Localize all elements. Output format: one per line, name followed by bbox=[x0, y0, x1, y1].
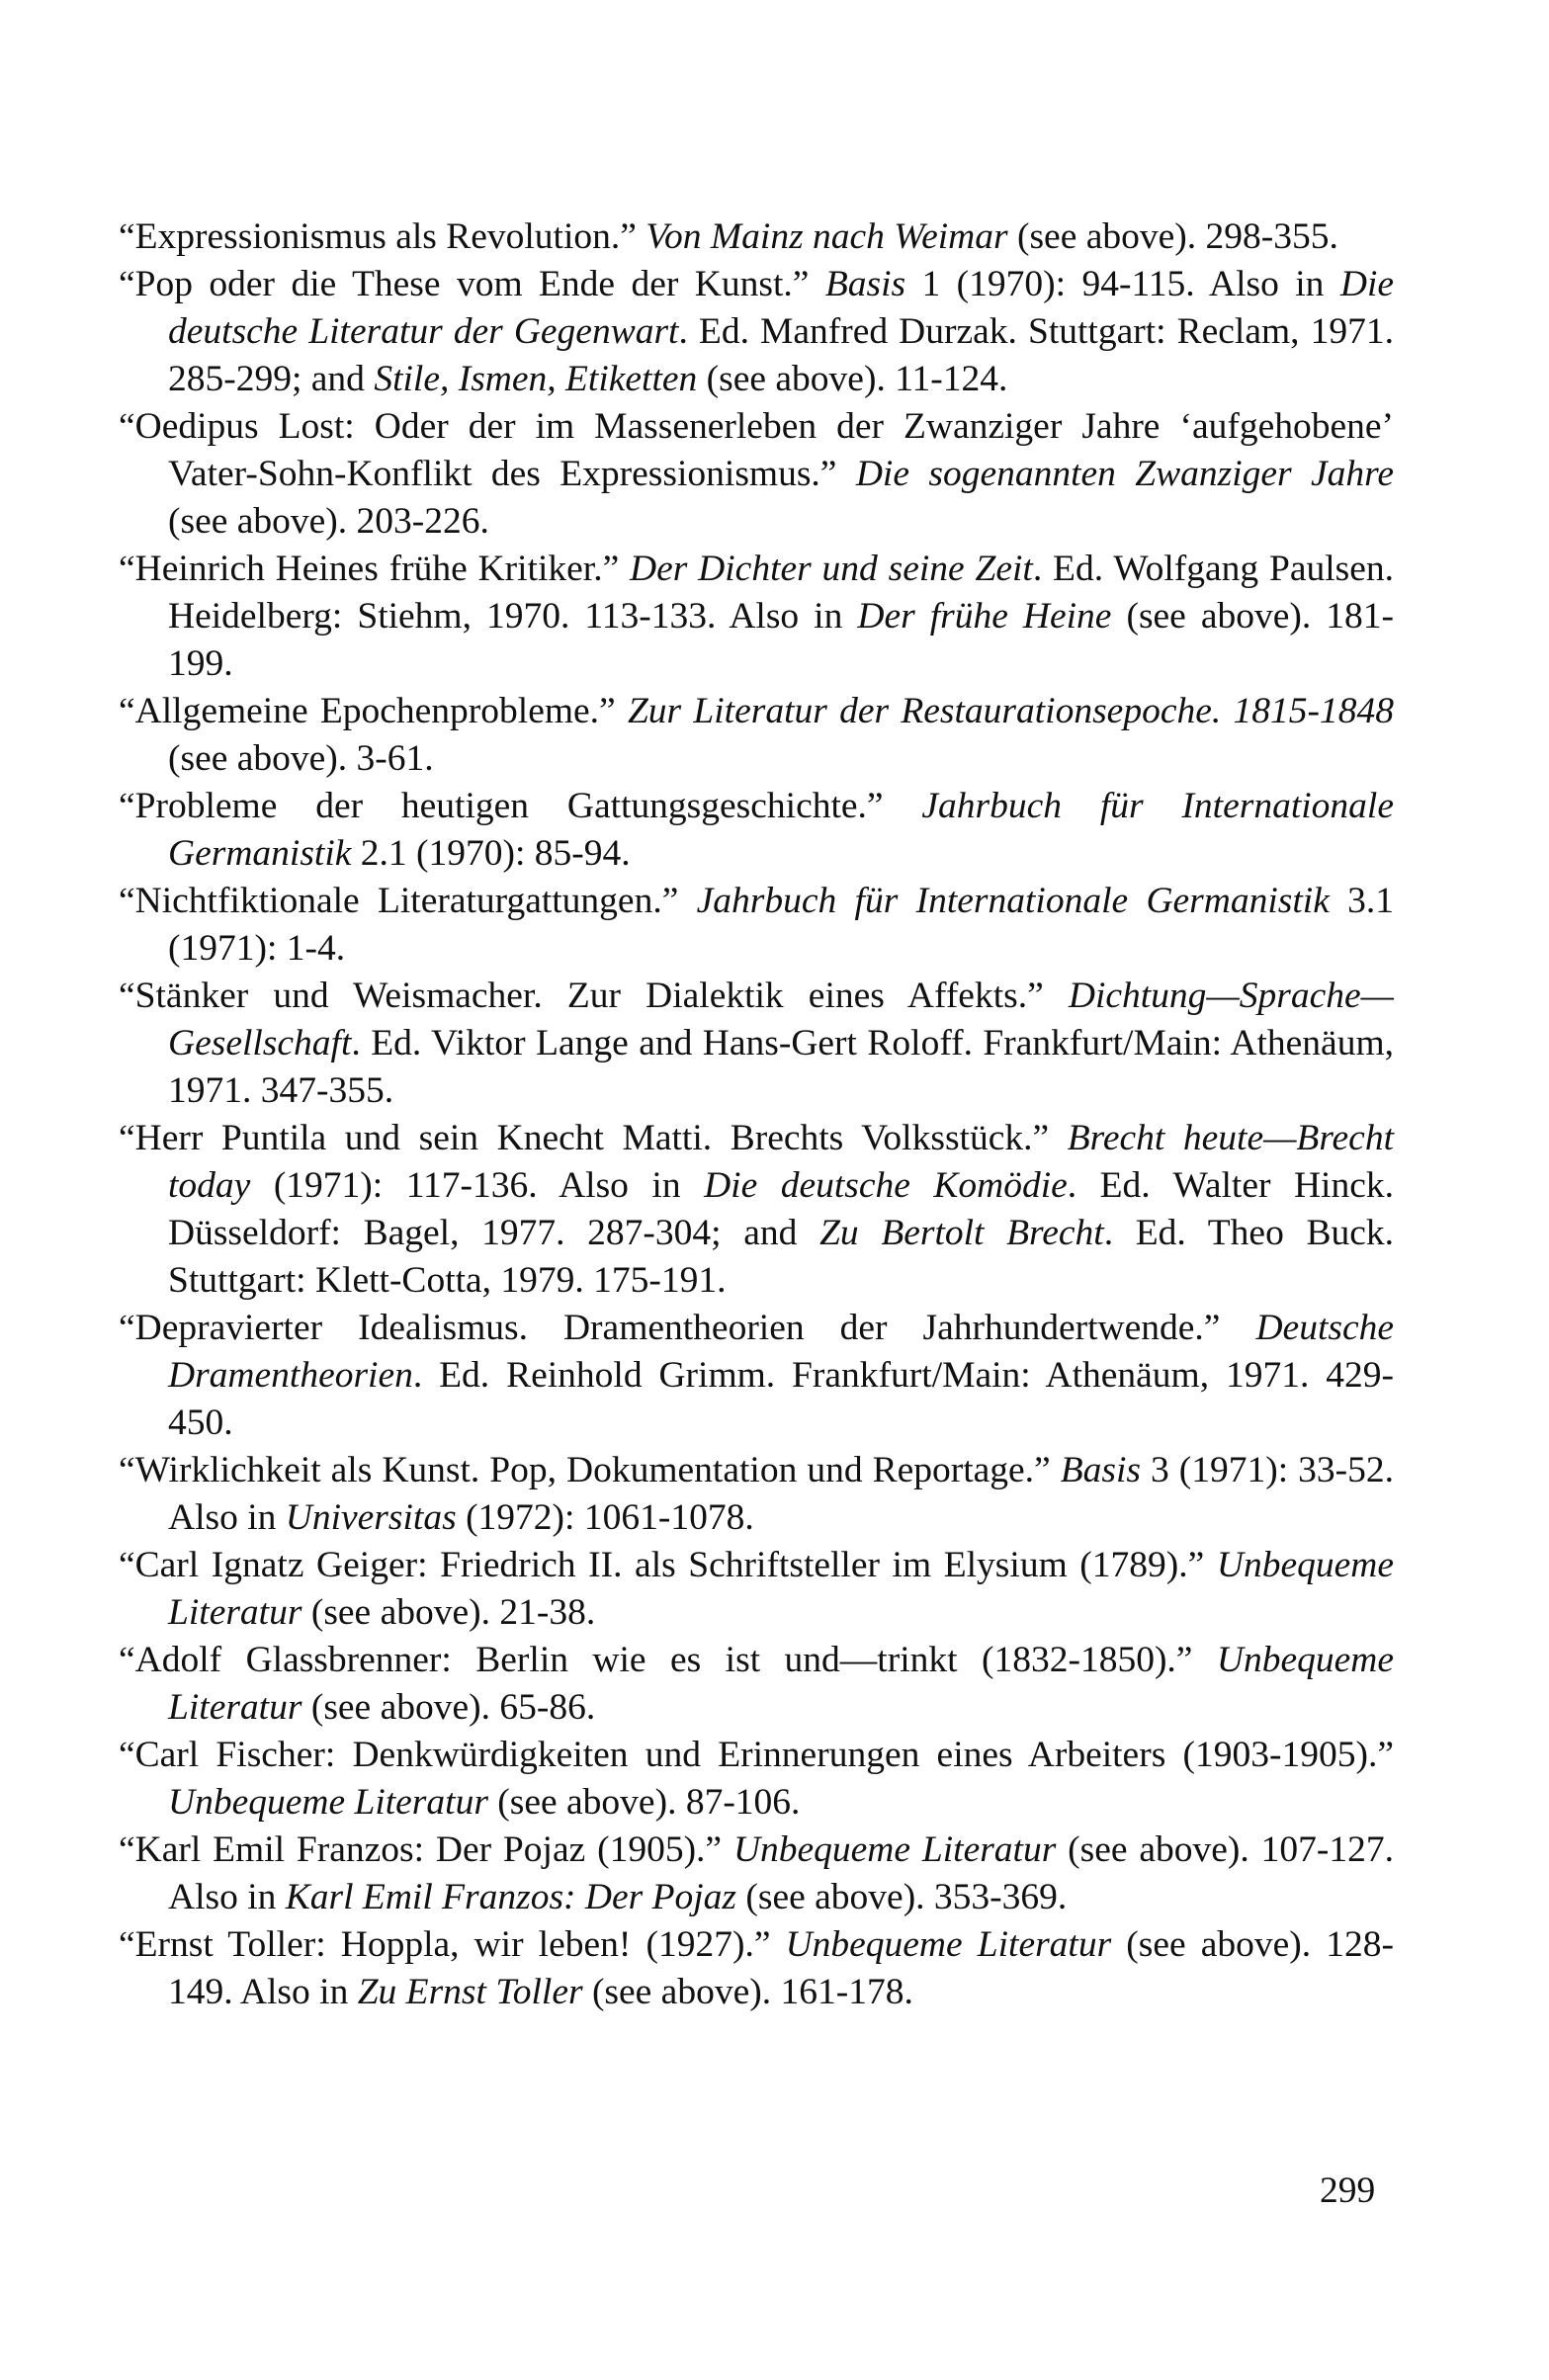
entry-text: (see above). 107-127. Also in bbox=[168, 1829, 1394, 1917]
bibliography-entry bbox=[119, 1447, 1394, 1542]
bibliography-entry bbox=[119, 1827, 1394, 1921]
bibliography-entry bbox=[119, 403, 1394, 546]
bibliography-entry bbox=[119, 973, 1394, 1115]
entry-text: 1 (1970): 94-115. Also in bbox=[905, 264, 1340, 304]
entry-text: (see above). 128-149. Also in bbox=[168, 1924, 1394, 2012]
entry-text: . Ed. Wolfgang Paulsen. Heidelberg: Stiehm, 1970. 113-133. Also in bbox=[168, 549, 1395, 637]
bibliography-entry bbox=[119, 1637, 1394, 1732]
entry-text: . Ed. Theo Buck. Stuttgart: Klett-Cotta, 1979. 175-191. bbox=[168, 1213, 1395, 1301]
entry-text: . Ed. Manfred Durzak. Stuttgart: Reclam, 1971. 285-299; and bbox=[168, 311, 1394, 399]
entry-title-italic: Dichtung—Sprache—Gesellschaft bbox=[168, 976, 1394, 1063]
entry-text: “Stänker und Weismacher. Zur Dialektik eines Affekts.” bbox=[119, 976, 1069, 1016]
entry-title-italic: Karl Emil Franzos: Der Pojaz bbox=[285, 1877, 737, 1917]
entry-text: “Karl Emil Franzos: Der Pojaz (1905).” bbox=[119, 1829, 733, 1870]
entry-text: . Ed. Walter Hinck. Düsseldorf: Bagel, 1977. 287-304; and bbox=[168, 1165, 1394, 1253]
entry-title-italic: Die deutsche Literatur der Gegenwart bbox=[168, 264, 1395, 352]
entry-title-italic: Unbequeme Literatur bbox=[785, 1924, 1112, 1965]
bibliography-entry bbox=[119, 213, 1394, 261]
entry-text: (see above). 3-61. bbox=[168, 738, 434, 779]
entry-text: (see above). 21-38. bbox=[301, 1592, 596, 1633]
entry-title-italic: Zu Ernst Toller bbox=[357, 1972, 583, 2012]
entry-title-italic: Universitas bbox=[285, 1497, 457, 1538]
entry-text: (see above). 161-178. bbox=[582, 1972, 913, 2012]
entry-text: “Depravierter Idealismus. Dramentheorien der Jahrhundertwende.” bbox=[119, 1308, 1256, 1348]
bibliography-entry bbox=[119, 1921, 1394, 2016]
entry-text: (see above). 298-355. bbox=[1007, 216, 1338, 257]
entry-text: “Ernst Toller: Hoppla, wir leben! (1927).” bbox=[119, 1924, 786, 1965]
entry-title-italic: Stile, Ismen, Etiketten bbox=[374, 359, 698, 399]
entry-title-italic: Der frühe Heine bbox=[857, 596, 1112, 637]
entry-text: (see above). 353-369. bbox=[736, 1877, 1068, 1917]
entry-title-italic: Basis bbox=[824, 264, 906, 304]
entry-title-italic: Jahrbuch für Internationale Germanistik bbox=[168, 786, 1394, 874]
entry-text: “Allgemeine Epochenprobleme.” bbox=[119, 691, 628, 731]
entry-text: “Probleme der heutigen Gattungsgeschichte.” bbox=[119, 786, 922, 826]
entry-title-italic: Jahrbuch für Internationale Germanistik bbox=[696, 881, 1330, 921]
entry-text: “Wirklichkeit als Kunst. Pop, Dokumentation und Reportage.” bbox=[119, 1450, 1061, 1490]
entry-text: (1972): 1061-1078. bbox=[456, 1497, 754, 1538]
entry-text: (see above). 11-124. bbox=[697, 359, 1008, 399]
entry-text: “Carl Ignatz Geiger: Friedrich II. als Schriftsteller im Elysium (1789).” bbox=[119, 1545, 1217, 1585]
entry-text: (see above). 87-106. bbox=[487, 1782, 801, 1823]
entry-title-italic: Deutsche Dramentheorien bbox=[168, 1308, 1394, 1396]
bibliography-list bbox=[119, 213, 1394, 2016]
bibliography-entry bbox=[119, 1305, 1394, 1447]
entry-text: “Herr Puntila und sein Knecht Matti. Brechts Volksstück.” bbox=[119, 1118, 1068, 1158]
entry-text: (see above). 181-199. bbox=[168, 596, 1395, 684]
bibliography-entry bbox=[119, 1115, 1394, 1305]
bibliography-entry bbox=[119, 878, 1394, 973]
entry-text: “Oedipus Lost: Oder der im Massenerleben der Zwanziger Jahre ‘aufgehobene’ Vater-Sohn-Konflikt des Expressionismus.” bbox=[119, 406, 1394, 494]
entry-text: 2.1 (1970): 85-94. bbox=[351, 833, 631, 874]
bibliography-entry bbox=[119, 783, 1394, 878]
entry-title-italic: Unbequeme Literatur bbox=[732, 1829, 1057, 1870]
entry-text: “Adolf Glassbrenner: Berlin wie es ist und—trinkt (1832-1850).” bbox=[119, 1640, 1217, 1680]
entry-title-italic: Unbequeme Literatur bbox=[168, 1782, 488, 1823]
entry-title-italic: Die sogenannten Zwanziger Jahre bbox=[855, 454, 1394, 494]
bibliography-entry bbox=[119, 261, 1394, 403]
entry-text: . Ed. Reinhold Grimm. Frankfurt/Main: Athenäum, 1971. 429-450. bbox=[168, 1355, 1394, 1443]
entry-text: (1971): 117-136. Also in bbox=[250, 1165, 705, 1206]
entry-text: (see above). 65-86. bbox=[301, 1687, 596, 1728]
entry-text: “Heinrich Heines frühe Kritiker.” bbox=[119, 549, 631, 589]
entry-title-italic: Zu Bertolt Brecht bbox=[819, 1213, 1104, 1253]
entry-text: (see above). 203-226. bbox=[168, 501, 489, 542]
bibliography-entry bbox=[119, 688, 1394, 783]
entry-title-italic: Basis bbox=[1060, 1450, 1141, 1490]
entry-title-italic: Die deutsche Komödie bbox=[704, 1165, 1068, 1206]
entry-title-italic: Unbequeme Literatur bbox=[168, 1640, 1394, 1728]
entry-text: 3 (1971): 33-52. Also in bbox=[168, 1450, 1394, 1538]
entry-title-italic: Von Mainz nach Weimar bbox=[645, 216, 1008, 257]
entry-title-italic: Zur Literatur der Restaurationsepoche. 1815-1848 bbox=[627, 691, 1394, 731]
entry-text: . Ed. Viktor Lange and Hans-Gert Roloff. Frankfurt/Main: Athenäum, 1971. 347-355. bbox=[168, 1023, 1394, 1111]
entry-text: “Carl Fischer: Denkwürdigkeiten und Erinnerungen eines Arbeiters (1903-1905).” bbox=[119, 1735, 1394, 1775]
entry-title-italic: Brecht heute—Brecht today bbox=[168, 1118, 1394, 1206]
entry-text: “Expressionismus als Revolution.” bbox=[119, 216, 646, 257]
entry-text: “Pop oder die These vom Ende der Kunst.” bbox=[119, 264, 825, 304]
page-number: 299 bbox=[1320, 2170, 1376, 2211]
entry-title-italic: Der Dichter und seine Zeit bbox=[630, 549, 1033, 589]
entry-text: 3.1 (1971): 1-4. bbox=[168, 881, 1395, 969]
entry-text: “Nichtfiktionale Literaturgattungen.” bbox=[119, 881, 697, 921]
bibliography-entry bbox=[119, 1732, 1394, 1827]
bibliography-entry bbox=[119, 1542, 1394, 1637]
bibliography-entry bbox=[119, 546, 1394, 688]
entry-title-italic: Unbequeme Literatur bbox=[168, 1545, 1394, 1633]
